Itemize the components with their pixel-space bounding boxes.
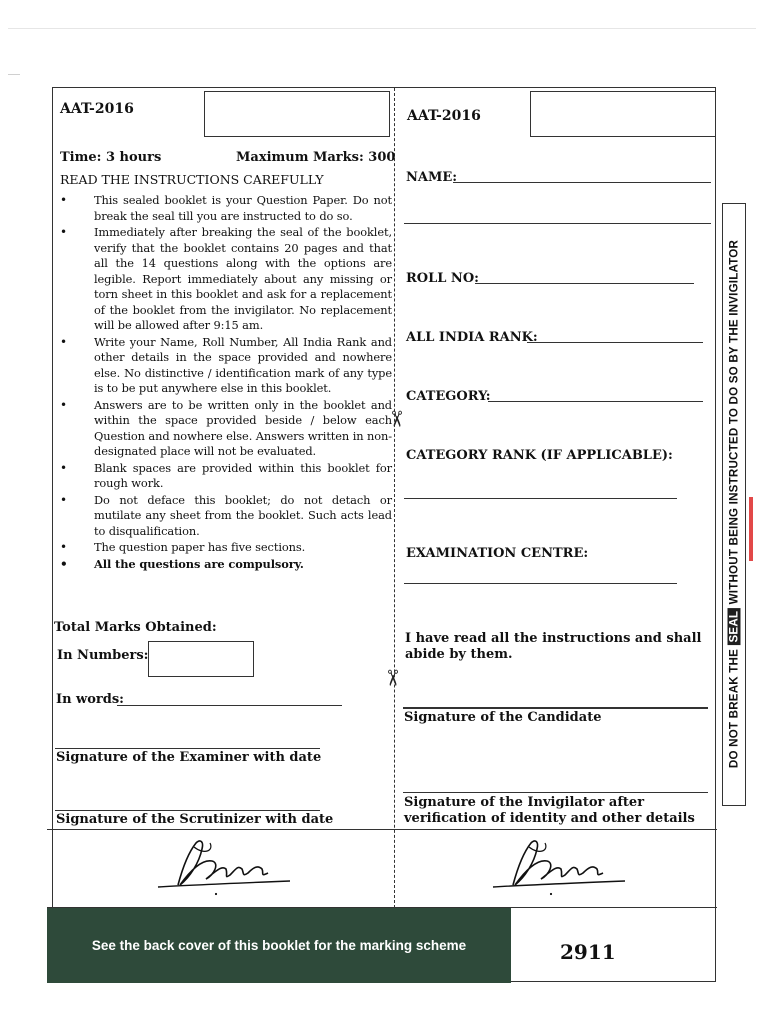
name-label: NAME: [406, 170, 458, 185]
name-field-continued[interactable] [404, 223, 711, 224]
invigilator-signature-line[interactable] [403, 792, 708, 793]
seal-warning-prefix: DO NOT BREAK THE [727, 648, 741, 769]
roll-number-field[interactable] [475, 283, 694, 284]
maximum-marks: Maximum Marks: 300 [236, 150, 396, 165]
candidate-signature-line[interactable] [403, 707, 708, 709]
instruction-item: • Do not deface this booklet; do not detach or mutilate any sheet from the booklet. Such acts lead to disqualification. [60, 493, 392, 540]
instruction-item: • The question paper has five sections. [60, 540, 392, 556]
left-exam-code: AAT-2016 [60, 101, 134, 117]
time-allowed: Time: 3 hours [60, 150, 162, 165]
right-handwritten-signature [485, 835, 630, 900]
examination-centre-label: EXAMINATION CENTRE: [406, 546, 589, 561]
name-field[interactable] [453, 182, 711, 183]
all-india-rank-field[interactable] [527, 342, 703, 343]
in-words-label: In words: [56, 692, 124, 707]
scissors-icon: ✂ [379, 668, 405, 688]
instruction-item: • All the questions are compulsory. [60, 557, 392, 573]
total-marks-label: Total Marks Obtained: [54, 620, 217, 635]
scrutinizer-signature-line[interactable] [55, 810, 320, 811]
right-code-box[interactable] [530, 91, 716, 137]
examiner-signature-label: Signature of the Examiner with date [56, 750, 322, 765]
category-field[interactable] [488, 401, 703, 402]
seal-tear-mark[interactable] [749, 497, 753, 561]
marking-scheme-note: See the back cover of this booklet for the marking scheme [91, 938, 467, 953]
instruction-item: • Answers are to be written only in the booklet and within the space provided beside / below each Question and nowhere else. Answers written in non-designated place will not be evaluated. [60, 398, 392, 460]
marks-in-words-field[interactable] [117, 705, 342, 706]
in-numbers-label: In Numbers: [57, 648, 149, 663]
seal-warning-text [728, 240, 741, 768]
instructions-heading: READ THE INSTRUCTIONS CAREFULLY [60, 172, 324, 187]
instruction-item: • Immediately after breaking the seal of the booklet, verify that the booklet contains 20 pages and that all the 14 questions along with the options are legible. Report immediately about any missing or torn sheet in this booklet and ask for a replacement of the booklet from the invigilator. No replacement will be allowed after 9:15 am. [60, 225, 392, 334]
instruction-item: • Blank spaces are provided within this booklet for rough work. [60, 461, 392, 492]
category-rank-label: CATEGORY RANK (IF APPLICABLE): [406, 448, 673, 463]
candidate-declaration: I have read all the instructions and shall abide by them. [405, 631, 702, 662]
instructions-list [60, 193, 392, 573]
scrutinizer-signature-label: Signature of the Scrutinizer with date [56, 812, 334, 827]
marks-in-numbers-box[interactable] [148, 641, 254, 677]
examiner-signature-line[interactable] [55, 748, 320, 749]
category-rank-field[interactable] [404, 498, 677, 499]
left-code-box[interactable] [204, 91, 390, 137]
signature-band-top-rule [47, 829, 717, 830]
all-india-rank-label: ALL INDIA RANK: [406, 330, 538, 345]
instruction-item: • This sealed booklet is your Question Paper. Do not break the seal till you are instructed to do so. [60, 193, 392, 224]
seal-word: SEAL [728, 608, 741, 646]
invigilator-signature-label: Signature of the Invigilator after verification of identity and other details [404, 795, 695, 826]
perforation-line [394, 88, 395, 908]
seal-warning-suffix: WITHOUT BEING INSTRUCTED TO DO SO BY THE INVIGILATOR [727, 239, 741, 605]
marking-scheme-banner [47, 908, 511, 983]
category-label: CATEGORY: [406, 389, 491, 404]
left-handwritten-signature [150, 835, 295, 900]
page-edge-mark [8, 74, 20, 75]
right-exam-code: AAT-2016 [407, 108, 481, 124]
roll-number-label: ROLL NO: [406, 271, 479, 286]
page-top-rule [8, 28, 756, 29]
candidate-signature-label: Signature of the Candidate [404, 710, 602, 725]
scissors-icon: ✂ [383, 409, 409, 429]
examination-centre-field[interactable] [404, 583, 677, 584]
instruction-item: • Write your Name, Roll Number, All India Rank and other details in the space provided and nowhere else. No distinctive / identification mark of any type is to be put anywhere else in this booklet. [60, 335, 392, 397]
booklet-code-number: 2911 [560, 940, 616, 964]
